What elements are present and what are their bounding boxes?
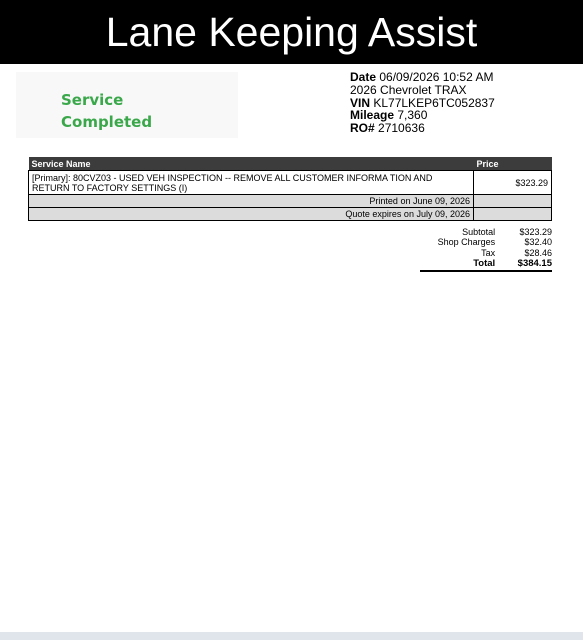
tax-label: Tax [481,247,496,258]
page-title [0,0,583,64]
total-row [420,258,552,270]
ro-label: RO# [350,121,375,136]
status-line-1: Service [61,91,124,109]
shop-charges-label: Shop Charges [437,237,496,248]
vin-value: KL77LKEP6TC052837 [373,95,495,110]
shop-charges-row [420,237,552,247]
subtotal-row [420,227,552,237]
totals-table [420,227,552,272]
vehicle-row: 2026 Chevrolet TRAX [350,82,467,97]
status-line-2: Completed [61,113,153,131]
page-title-text: Lane Keeping Assist [105,8,478,55]
subtotal-label: Subtotal [462,227,496,237]
price-header: Price [474,157,552,171]
vin-label: VIN [350,95,371,110]
mileage-value: 7,360 [397,108,428,123]
date-row [350,71,495,84]
shop-charges-value: $32.40 [524,237,552,248]
expires-text: Quote expires on July 09, 2026 [29,208,474,221]
service-name-header: Service Name [29,157,474,171]
table-header-row [29,157,552,171]
vehicle-info [350,71,495,135]
date-label: Date [350,70,377,84]
total-label: Total [420,258,509,270]
table-row [29,171,552,195]
service-table [28,157,552,221]
ro-row [350,122,495,135]
subtotal-value: $323.29 [519,227,552,237]
expires-empty-cell [474,208,552,221]
tax-value: $28.46 [524,247,552,258]
service-price: $323.29 [474,171,552,195]
printed-text: Printed on June 09, 2026 [29,195,474,208]
expires-row [29,208,552,221]
ro-value: 2710636 [378,121,425,136]
date-value: 06/09/2026 10:52 AM [379,70,494,84]
mileage-label: Mileage [350,108,395,123]
tax-row [420,248,552,258]
bottom-strip [0,632,583,640]
service-description: [Primary]: 80CVZ03 - USED VEH INSPECTION -- REMOVE ALL CUSTOMER INFORMA TION AND RETURN TO FACTORY SETTINGS (I) [29,171,474,195]
total-value: $384.15 [509,258,552,270]
printed-empty-cell [474,195,552,208]
printed-row [29,195,552,208]
